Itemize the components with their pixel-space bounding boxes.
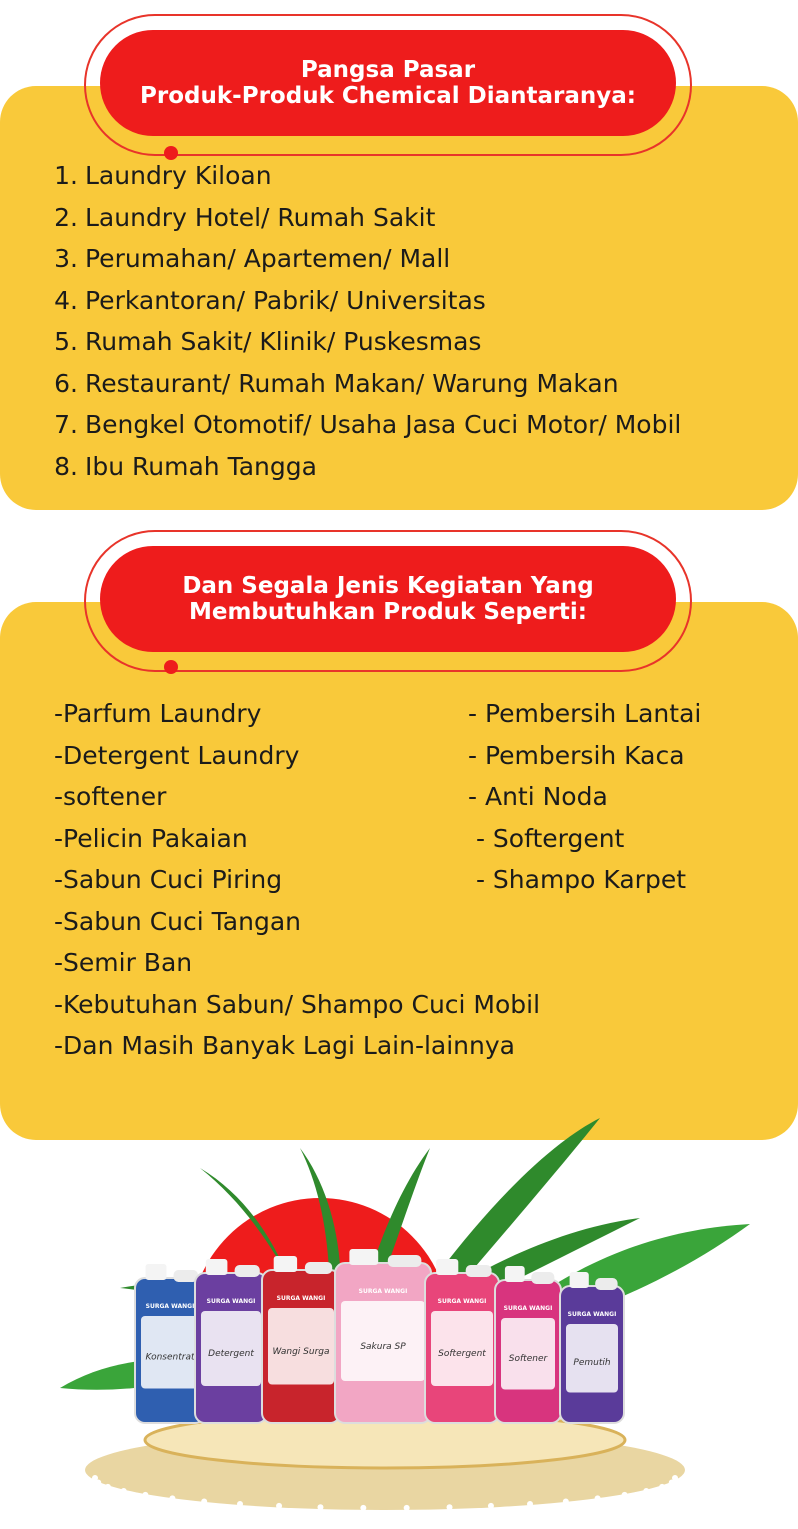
market-list-number: 2. (54, 202, 78, 232)
product-jug (262, 1256, 340, 1423)
section1-title-line1: Pangsa Pasar (300, 57, 476, 83)
podium-light (360, 1505, 366, 1511)
market-list-number: 4. (54, 285, 78, 315)
product-jug-label: Softener (508, 1353, 548, 1364)
market-list-item (0, 156, 272, 196)
product-list-item: -Pelicin Pakaian (54, 823, 248, 853)
section2-title-line1: Dan Segala Jenis Kegiatan Yang (182, 573, 594, 599)
product-jug (335, 1249, 431, 1423)
product-brand-label: SURGA WANGI (276, 1295, 326, 1302)
podium-light (447, 1504, 453, 1510)
product-jug (495, 1266, 561, 1423)
podium-light (169, 1495, 175, 1501)
product-list-item: -Semir Ban (54, 948, 193, 977)
product-jug (195, 1259, 267, 1423)
product-list-item: -Parfum Laundry (54, 699, 262, 728)
market-list-number: 8. (54, 451, 78, 481)
section2-title-line2: Membutuhkan Produk Seperti: (188, 599, 588, 625)
product-list-item: - Pembersih Kaca (468, 740, 685, 770)
market-list-item (0, 364, 619, 404)
product-jug-label: Wangi Surga (272, 1346, 330, 1357)
product-brand-label: SURGA WANGI (358, 1288, 408, 1295)
product-list-item: -Sabun Cuci Tangan (54, 906, 301, 936)
market-list-item (0, 281, 486, 321)
product-list-item: -Kebutuhan Sabun/ Shampo Cuci Mobil (54, 989, 541, 1019)
product-brand-label: SURGA WANGI (206, 1298, 256, 1305)
market-list-text: Bengkel Otomotif/ Usaha Jasa Cuci Motor/ Mobil (85, 410, 682, 439)
market-list-item (0, 447, 317, 487)
podium-light (121, 1488, 127, 1494)
product-list-item: - Pembersih Lantai (468, 699, 702, 728)
product-brand-label: SURGA WANGI (567, 1311, 617, 1318)
podium-light (201, 1498, 207, 1504)
product-list-item: -Dan Masih Banyak Lagi Lain-lainnya (54, 1031, 515, 1060)
market-list-text: Laundry Hotel/ Rumah Sakit (85, 202, 436, 232)
product-list-item: - Anti Noda (468, 782, 608, 811)
product-brand-label: SURGA WANGI (145, 1303, 195, 1310)
market-list-number: 1. (54, 161, 78, 190)
product-brand-label: SURGA WANGI (503, 1305, 553, 1312)
podium-light (276, 1503, 282, 1509)
market-list-item (0, 405, 681, 445)
podium-light (95, 1479, 101, 1485)
podium-light (105, 1484, 111, 1490)
podium-light (672, 1475, 678, 1481)
product-list-item: -Sabun Cuci Piring (54, 865, 283, 894)
podium-light (142, 1492, 148, 1498)
product-jug (560, 1272, 624, 1423)
market-list-number: 6. (54, 368, 78, 398)
product-jug-label: Detergent (208, 1349, 254, 1359)
market-list-number: 5. (54, 327, 78, 356)
section1-title-line2: Produk-Produk Chemical Diantaranya: (140, 83, 636, 109)
product-jugs (135, 1249, 624, 1423)
market-list-text: Perumahan/ Apartemen/ Mall (85, 244, 451, 273)
section1-title-pill (100, 30, 676, 136)
podium-light (317, 1504, 323, 1510)
product-list-item: -softener (54, 782, 167, 811)
podium-light (527, 1501, 533, 1507)
podium-light (488, 1503, 494, 1509)
market-list-number: 3. (54, 244, 78, 273)
product-list-item: -Detergent Laundry (54, 740, 300, 770)
podium-light (237, 1501, 243, 1507)
podium-light (622, 1492, 628, 1498)
product-jug (425, 1259, 499, 1423)
product-jug-label: Pemutih (573, 1358, 611, 1369)
market-list-number: 7. (54, 410, 78, 439)
podium-light (563, 1498, 569, 1504)
market-list-text: Rumah Sakit/ Klinik/ Puskesmas (85, 327, 482, 356)
market-list-text: Ibu Rumah Tangga (85, 451, 317, 481)
product-list-item: - Softergent (468, 823, 625, 853)
product-jug-label: Sakura SP (360, 1342, 406, 1352)
product-brand-label: SURGA WANGI (437, 1298, 487, 1305)
market-list-text: Perkantoran/ Pabrik/ Universitas (85, 285, 486, 315)
podium-light (659, 1484, 665, 1490)
section2-title-pill (100, 546, 676, 652)
market-list-text: Restaurant/ Rumah Makan/ Warung Makan (85, 368, 619, 398)
market-list-item (0, 239, 450, 279)
section2-title-dot (164, 660, 178, 674)
market-list-item (0, 198, 435, 238)
product-list-item: - Shampo Karpet (468, 865, 687, 894)
market-list-text: Laundry Kiloan (85, 161, 272, 190)
product-jug-label: Konsentrat (145, 1352, 195, 1363)
market-list-item (0, 322, 481, 362)
podium-light (643, 1488, 649, 1494)
product-illustration (0, 1088, 798, 1529)
product-jug-label: Softergent (438, 1349, 486, 1359)
podium-light (595, 1495, 601, 1501)
podium-light (404, 1505, 410, 1511)
